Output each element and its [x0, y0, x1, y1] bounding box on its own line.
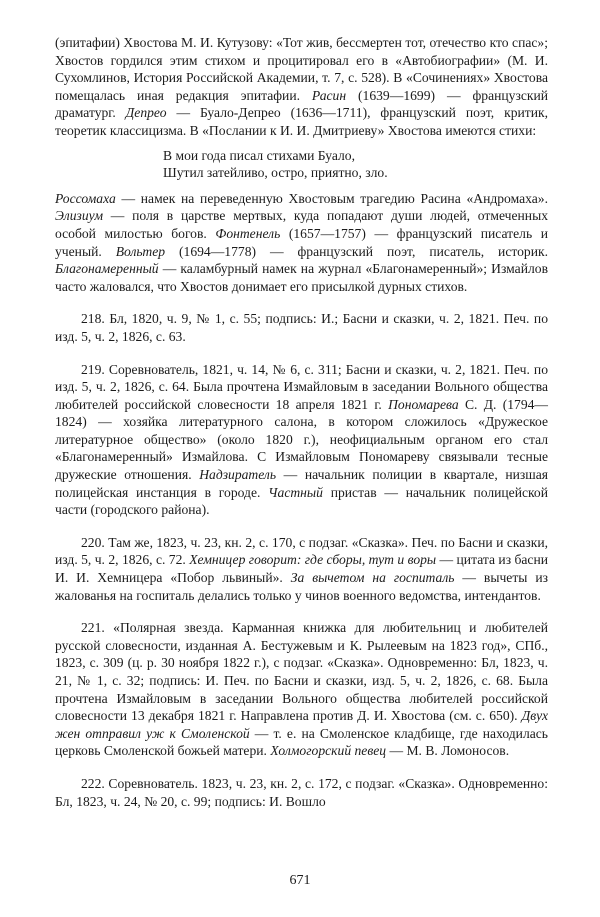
- italic-term: Двух жен отправил уж к Смоленской: [55, 708, 548, 741]
- text-run: — начальник полиции в квартале, низшая полицейская инстанция в городе.: [55, 467, 549, 500]
- italic-term: Благонамеренный: [55, 261, 159, 277]
- text-run: — намек на переведенную Хвостовым трагедию Расина «Андромаха».: [115, 190, 548, 206]
- text-run: (1657—1757) — французский писатель и ученый.: [55, 225, 548, 259]
- italic-term: Фонтенель: [215, 225, 281, 241]
- text-run: — М. В. Ломоносов.: [386, 743, 510, 759]
- text-run: 222. Соревнователь. 1823, ч. 23, кн. 2, с. 172, с подзаг. «Сказка». Одновременно: Бл, 1823, ч. 24, № 20, с. 99; подпись: И. Вошло: [55, 775, 548, 809]
- text-run: — цитата из басни И. И. Хемницера «Побор львиный».: [55, 552, 549, 586]
- text-run: С. Д. (1794—1824) — хозяйка литературного салона, в котором сложилось «Дружеское литературное общество» (около 1820 г.), неофициальным органом его стал «Благонамеренный» Измайлова. С Измайловым Пономареву связывали тесные дружеские отношения.: [55, 396, 549, 483]
- italic-term: Холмогорский певец: [270, 743, 387, 759]
- after-verse-paragraph: [55, 190, 548, 296]
- italic-term: Частный: [268, 484, 323, 500]
- italic-term: За вычетом на госпиталь: [290, 570, 455, 586]
- text-run: — вычеты из жалованья на госпиталь делались только у чинов военного ведомства, интендантов.: [55, 570, 548, 603]
- note-220: [55, 534, 548, 604]
- text-run: — каламбурный намек на журнал «Благонамеренный»; Измайлов часто жаловался, что Хвостов донимает его присылкой дурных стихов.: [55, 261, 548, 294]
- italic-term: Надзиратель: [199, 467, 277, 483]
- text-run: 219. Соревнователь, 1821, ч. 14, № 6, с. 311; Басни и сказки, ч. 2, 1821. Печ. по изд. 5, ч. 2, 1826, с. 64. Была прочтена Измайловым в заседании Вольного общества любителей российской словесности 18 апреля 1821 г.: [55, 361, 548, 412]
- verse-line: Шутил затейливо, остро, приятно, зло.: [163, 165, 388, 181]
- verse-quote: [163, 147, 548, 182]
- text-run: — т. е. на Смоленское кладбище, где находилась церковь Смоленской божьей матери.: [55, 725, 548, 759]
- text-run: — Буало-Депрео (1636—1711), французский поэт, критик, теоретик классицизма. В «Послании к И. И. Дмитриеву» Хвостова имеются стихи:: [55, 105, 548, 138]
- note-219: [55, 361, 548, 519]
- text-run: — поля в царстве мертвых, куда попадают души людей, отмеченных особой милостью богов.: [55, 208, 548, 241]
- note-221: [55, 619, 548, 760]
- italic-term: Депрео: [125, 105, 167, 121]
- text-run: (1639—1699) — французский драматург.: [55, 87, 549, 121]
- text-run: 218. Бл, 1820, ч. 9, № 1, с. 55; подпись: И.; Басни и сказки, ч. 2, 1821. Печ. по изд. 5, ч. 2, 1826, с. 63.: [55, 311, 548, 344]
- text-run: пристав — начальник полицейской части (городского района).: [55, 484, 548, 518]
- italic-term: Элизиум: [55, 208, 104, 224]
- note-222: [55, 775, 548, 810]
- italic-term: Россомаха: [55, 190, 116, 206]
- italic-term: Пономарева: [388, 396, 459, 412]
- italic-term: Расин: [311, 87, 347, 103]
- page-number: 671: [289, 873, 311, 888]
- intro-paragraph: [55, 34, 548, 140]
- text-run: 220. Там же, 1823, ч. 23, кн. 2, с. 170, с подзаг. «Сказка». Печ. по Басни и сказки, изд. 5, ч. 2, 1826, с. 72.: [55, 534, 548, 568]
- text-run: (1694—1778) — французский поэт, писатель, историк.: [165, 243, 548, 259]
- text-run: (эпитафии) Хвостова М. И. Кутузову: «Тот жив, бессмертен тот, отечество кто спас»; Хвостов гордился этим стихом и процитировал его в «Автобиографии» (М. И. Сухомлинов, История Российской Академии, т. 7, с. 528). В «Сочинениях» Хвостова помещалась иная редакция эпитафии.: [55, 35, 548, 103]
- italic-term: Вольтер: [115, 243, 166, 259]
- italic-term: Хемницер говорит: где сборы, тут и воры: [189, 552, 437, 568]
- text-run: 221. «Полярная звезда. Карманная книжка для любительниц и любителей русской словесности, изданная А. Бестужевым и К. Рылеевым на 1823 год», СПб., 1823, с. 309 (ц. р. 30 ноября 1822 г.), с подзаг. «Сказка». Одновременно: Бл, 1823, ч. 21, № 1, с. 32; подпись: И. Печ. по Басни и сказки, изд. 5, ч. 2, 1826, с. 68. Была прочтена Измайловым в заседании Вольного общества любителей российской словесности 13 декабря 1821 г. Направлена против Д. И. Хвостова (см. с. 650).: [55, 620, 548, 724]
- note-218: [55, 310, 548, 345]
- verse-line: В мои года писал стихами Буало,: [163, 147, 356, 163]
